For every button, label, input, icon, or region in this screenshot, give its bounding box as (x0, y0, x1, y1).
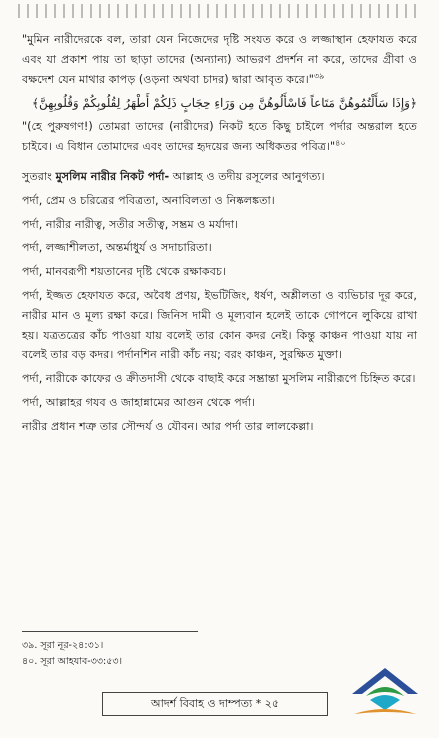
page-body (22, 30, 417, 437)
list-item: পর্দা, নারীর নারীত্ব, সতীর সতীত্ব, সম্ভ্রম ও মর্যাদা। (22, 217, 239, 231)
footnote-40: ৪০. সূরা আহযাব-৩৩:৫৩। (22, 656, 122, 667)
footnote-ref-40[interactable]: ৪০ (335, 138, 346, 148)
page-number: ২৫ (264, 697, 280, 710)
quran-translation-2: "(হে পুরুষগণ!) তোমরা তাদের (নারীদের) নিকট হতে কিছু চাইলে পর্দার অন্তরাল হতে চাইবে। এ বিধান তোমাদের এবং তাদের হৃদয়ের জন্য অধিকতর পবিত্র।"$^{৪০}$ (22, 120, 417, 154)
list-item: পর্দা, আল্লাহর গযব ও জাহান্নামের আগুন থেকে পর্দা। (22, 395, 256, 409)
footnote-39: ৩৯. সূরা নূর-২৪:৩১। (22, 640, 104, 651)
list-item: পর্দা, ইজ্জত হেফাযত করে, অবৈধ প্রণয়, ইভটিজিং, ধর্ষণ, অশ্লীলতা ও ব্যভিচার দূর করে, নারীর মান ও মূল্য রক্ষা করে। জিনিস দামী ও মূল্যবান হলেই তাকে গোপনে লুকিয়ে রাখা হয়। যত্রতত্রের কাঁচ পাওয়া যায় বলেই তার কোন কদর নেই। কিন্তু কাঞ্চন পাওয়া যায় না বলেই তার বড় কদর। পর্দানশিন নারী কাঁচ নয়; বরং কাঞ্চন, সুরক্ষিত মুক্তা। (22, 288, 417, 362)
list-item: পর্দা, প্রেম ও চরিত্রের পবিত্রতা, অনাবিলতা ও নিষ্কলঙ্কতা। (22, 193, 275, 207)
running-footer (102, 692, 328, 716)
list-item: পর্দা, নারীকে কাফের ও ক্রীতদাসী থেকে বাছাই করে সম্ভ্রান্তা মুসলিম নারীরূপে চিহ্নিত করে। (22, 372, 416, 386)
footer-separator: * (255, 697, 262, 710)
footnote-ref-39[interactable]: ৩৯ (313, 70, 325, 80)
publisher-logo-icon (344, 660, 426, 722)
list-item: পর্দা, লজ্জাশীলতা, অন্তর্মাধুর্য ও সদাচারিতা। (22, 241, 212, 255)
quran-translation-1: "মুমিন নারীদেরকে বল, তারা যেন নিজেদের দৃষ্টি সংযত করে ও লজ্জাস্থান হেফাযত করে এবং যা প্রকাশ পায় তা ছাড়া তাদের (অন্যান্য) আভরণ প্রদর্শন না করে, তাদের গ্রীবা ও বক্ষদেশ যেন মাথার কাপড় (ওড়না অথবা চাদর) দ্বারা আবৃত করে।"$^{৩৯}$ (22, 33, 417, 86)
footnotes (22, 638, 122, 670)
list-item: পর্দা, মানবরূপী শয়তানের দৃষ্টি থেকে রক্ষাকবচ। (22, 265, 226, 279)
list-item: নারীর প্রধান শত্রু তার সৌন্দর্য ও যৌবন। আর পর্দা তার লালকেল্লা। (22, 419, 314, 433)
arabic-verse: ﴿وَإِذَا سَأَلْتُمُوهُنَّ مَتَاعاً فَاسْأَلُوهُنَّ مِن وَرَاءِ حِجَابٍ ذَلِكُمْ أَطْهَرُ لِقُلُوبِكُمْ وَقُلُوبِهِنَّ﴾ (31, 96, 417, 111)
footnote-divider (22, 631, 198, 632)
section-heading-bold: মুসলিম নারীর নিকট পর্দা- (55, 169, 170, 183)
book-title: আদর্শ বিবাহ ও দাম্পত্য (150, 697, 253, 710)
top-ornament (18, 4, 420, 18)
section-heading: সুতরাং মুসলিম নারীর নিকট পর্দা- আল্লাহ ও তদীয় রসূলের আনুগত্য। (22, 169, 325, 183)
